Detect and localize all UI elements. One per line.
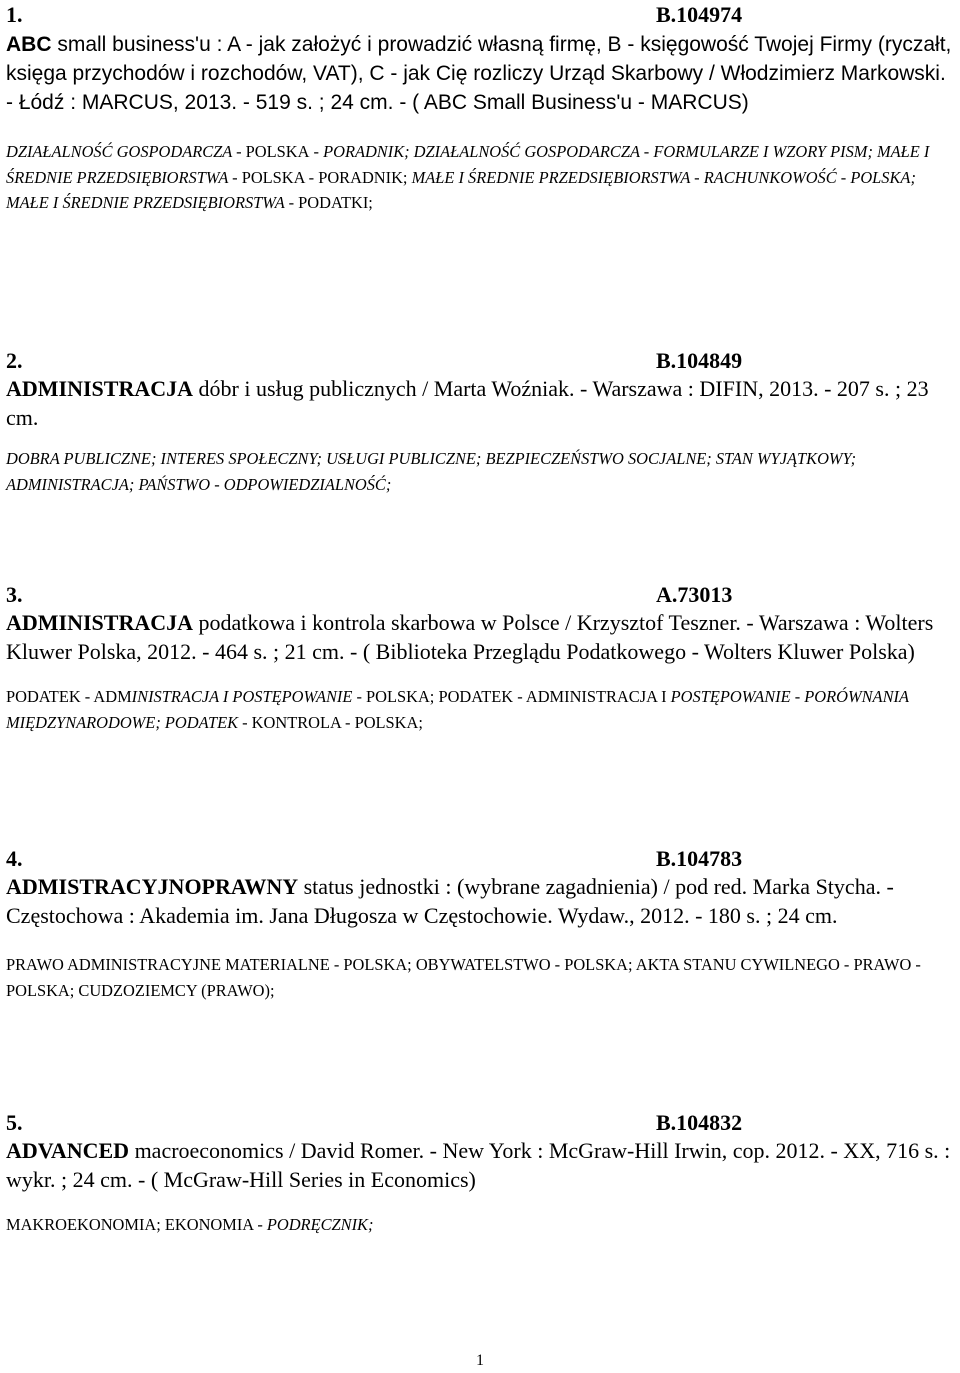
title-lead-word: ADMISTRACYJNOPRAWNY bbox=[6, 874, 299, 899]
subject-headings bbox=[6, 446, 956, 497]
subject-segment: - KONTROLA - POLSKA; bbox=[238, 712, 423, 732]
entry-number: 2. bbox=[6, 348, 23, 373]
shelf-signature: B.104974 bbox=[656, 2, 743, 27]
title-lead-word: ABC bbox=[6, 33, 52, 56]
subject-segment: POLSKA bbox=[245, 142, 310, 161]
title-lead-word: ADVANCED bbox=[6, 1138, 130, 1163]
subject-segment: DOBRA PUBLICZNE; INTERES SPOŁECZNY; USŁUGI PUBLICZNE; BEZPIECZEŃSTWO SOCJALNE; STAN WYJĄTKOWY; ADMINISTRACJA; PAŃSTWO - ODPOWIEDZIALNOŚĆ; bbox=[6, 449, 857, 494]
catalog-entry-2 bbox=[6, 348, 956, 497]
bibliographic-description bbox=[6, 30, 956, 117]
bibliographic-description bbox=[6, 873, 956, 930]
entry-number: 3. bbox=[6, 582, 23, 607]
shelf-signature: B.104849 bbox=[656, 348, 743, 373]
subject-segment: DZIAŁALNOŚĆ GOSPODARCZA - bbox=[6, 142, 246, 161]
subject-headings bbox=[6, 1212, 956, 1238]
subject-segment: PRAWO ADMINISTRACYJNE MATERIALNE - POLSKA; OBYWATELSTWO - POLSKA; AKTA STANU CYWILNEGO - PRAWO - POLSKA; CUDZOZIEMCY (PRAWO); bbox=[6, 955, 921, 1000]
entry-number: 1. bbox=[6, 2, 23, 27]
bibliographic-description bbox=[6, 1137, 956, 1194]
subject-segment: PODATEK - ADM bbox=[6, 687, 132, 706]
bibliographic-description bbox=[6, 375, 956, 432]
catalog-entry-1 bbox=[6, 2, 956, 216]
subject-headings bbox=[6, 952, 956, 1003]
title-rest: dóbr i usług publicznych / Marta Woźniak. - Warszawa : DIFIN, 2013. - 207 s. ; 23 cm. bbox=[6, 376, 929, 430]
subject-segment: MAKROEKONOMIA; EKONOMIA - bbox=[6, 1215, 267, 1234]
subject-headings bbox=[6, 139, 956, 216]
subject-segment: POSTĘPOWANIE - PORÓWNANIA MIĘDZYNARODOWE; PODATEK bbox=[6, 687, 909, 732]
page-number: 1 bbox=[476, 1352, 484, 1369]
title-rest: small business'u : A - jak założyć i prowadzić własną firmę, B - księgowość Twojej Firmy (ryczałt, księga przychodów i rozchodów, VAT), C - jak Cię rozliczy Urząd Skarbowy / Włodzimierz Markowski. - Łódź : MARCUS, 2013. - 519 s. ; 24 cm. - ( ABC Small Business'u - MARCUS) bbox=[6, 33, 952, 114]
entry-header bbox=[6, 348, 956, 374]
title-rest: macroeconomics / David Romer. - New York : McGraw-Hill Irwin, cop. 2012. - XX, 716 s. : wykr. ; 24 cm. - ( McGraw-Hill Series in Economics) bbox=[6, 1138, 951, 1192]
entry-header bbox=[6, 2, 956, 28]
shelf-signature: B.104783 bbox=[656, 846, 743, 871]
subject-segment: PODRĘCZNIK; bbox=[266, 1215, 374, 1234]
entry-header bbox=[6, 1110, 956, 1136]
entry-header bbox=[6, 846, 956, 872]
bibliographic-description bbox=[6, 609, 956, 666]
entry-header bbox=[6, 582, 956, 608]
title-lead-word: ADMINISTRACJA bbox=[6, 376, 194, 401]
shelf-signature: A.73013 bbox=[656, 582, 733, 607]
subject-segment: - POLSKA; PODATEK - ADMINISTRACJA I bbox=[352, 687, 671, 706]
catalog-entry-5 bbox=[6, 1110, 956, 1238]
subject-segment: POLSKA - PORADNIK; bbox=[241, 167, 408, 187]
subject-segment: INISTRACJA I POSTĘPOWANIE bbox=[131, 687, 353, 706]
subject-segment: MAŁE I ŚREDNIE PRZEDSIĘBIORSTWA - RACHUNKOWOŚĆ - POLSKA; MAŁE I ŚREDNIE PRZEDSIĘBIORSTWA - bbox=[6, 167, 916, 212]
shelf-signature: B.104832 bbox=[656, 1110, 743, 1135]
title-rest: status jednostki : (wybrane zagadnienia) / pod red. Marka Stycha. - Częstochowa : Akademia im. Jana Długosza w Częstochowie. Wydaw., 2012. - 180 s. ; 24 cm. bbox=[6, 874, 894, 928]
entry-number: 5. bbox=[6, 1110, 23, 1135]
subject-segment: PODATKI; bbox=[298, 193, 373, 212]
catalog-entry-3 bbox=[6, 582, 956, 735]
entry-number: 4. bbox=[6, 846, 23, 871]
subject-segment: - PORADNIK; DZIAŁALNOŚĆ GOSPODARCZA - FORMULARZE I WZORY PISM; MAŁE I ŚREDNIE PRZEDSIĘBIORSTWA - bbox=[6, 142, 930, 187]
subject-headings bbox=[6, 684, 956, 735]
title-rest: podatkowa i kontrola skarbowa w Polsce / Krzysztof Teszner. - Warszawa : Wolters Kluwer Polska, 2012. - 464 s. ; 21 cm. - ( Biblioteka Przeglądu Podatkowego - Wolters Kluwer Polska) bbox=[6, 610, 934, 664]
title-lead-word: ADMINISTRACJA bbox=[6, 610, 194, 635]
catalog-entry-4 bbox=[6, 846, 956, 1003]
